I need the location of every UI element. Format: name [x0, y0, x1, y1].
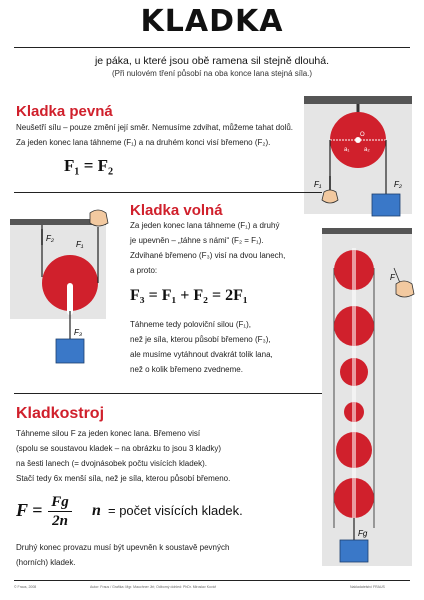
kladkostroj-formula-numerator: Fg: [48, 494, 72, 512]
page-title: KLADKA: [140, 4, 284, 39]
section-divider-1: [14, 192, 322, 193]
section-divider-2: [14, 393, 322, 394]
kladkostroj-formula-denominator: 2n: [52, 513, 68, 529]
kladkostroj-formula-lhs: F =: [16, 500, 43, 520]
volna-text-2: je upevněn – „táhne s námi“ (F₂ = F₁).: [130, 236, 264, 245]
force-label-fg: Fg: [358, 529, 368, 538]
pevna-text-1: Neušetří sílu – pouze změní její směr. Nemusíme zdvihat, můžeme tahat dolů.: [16, 123, 294, 132]
fixed-pulley-diagram: [304, 96, 412, 226]
volna-formula: F₃ = F₁ + F₂ = 2F₁: [130, 287, 248, 304]
pevna-text-2: Za jeden konec lana táhneme (F₁) a na druhém konci visí břemeno (F₂).: [16, 138, 271, 147]
force-label-f1: F₁: [314, 180, 322, 189]
ceiling-beam: [322, 228, 412, 234]
footer-publisher: Nakladatelství FRAUS: [350, 585, 385, 589]
pulling-hand-icon: [90, 210, 108, 226]
pevna-formula: F₁ = F₂: [64, 156, 114, 175]
kladkostroj-formula-n: n: [92, 502, 101, 519]
kladkostroj-text-3: na šesti lanech (= dvojnásobek počtu visících kladek).: [16, 459, 207, 468]
ceiling-beam: [304, 96, 412, 104]
load-box: [340, 540, 368, 562]
intro-definition: je páka, u které jsou obě ramena sil stejně dlouhá.: [94, 55, 330, 67]
force-label-f: F: [390, 273, 395, 282]
pevna-heading: Kladka pevná: [16, 103, 113, 120]
pulley-block-diagram: [322, 228, 418, 566]
arm-label-a1: a₁: [344, 147, 350, 153]
force-label-f2: F₂: [46, 234, 54, 243]
kladkostroj-text-6: (horních) kladek.: [16, 558, 76, 567]
kladkostroj-text-5: Druhý konec provazu musí být upevněn k soustavě pevných: [16, 543, 230, 552]
pulley-slot: [67, 283, 73, 315]
pulling-hand-icon: [396, 281, 414, 297]
force-label-f1: F₁: [76, 240, 84, 249]
title-divider: [14, 47, 410, 48]
kladkostroj-text-4: Stačí tedy 6x menší síla, než je síla, kterou působí břemeno.: [16, 474, 231, 483]
kladkostroj-heading: Kladkostroj: [16, 405, 105, 422]
volna-text-5: Táhneme tedy poloviční silou (F₁),: [130, 320, 251, 329]
pulling-hand-icon: [322, 190, 338, 203]
load-box: [56, 339, 84, 363]
volna-text-3: Zdvihané břemeno (F₃) visí na dvou lanech,: [130, 251, 286, 260]
footer-credits: Autor: Fraus / Grafika: Mgr. Mauchner Jiri; Odborný dohled: PhDr. Miroslav Kovář: [90, 585, 216, 589]
load-box: [372, 194, 400, 216]
pulley-frame: [352, 248, 356, 518]
force-label-f3: F₃: [74, 328, 83, 337]
volna-text-1: Za jeden konec lana táhneme (F₁) a druhý: [130, 221, 280, 230]
volna-heading: Kladka volná: [130, 202, 223, 219]
kladkostroj-formula-n-definition: = počet visících kladek.: [108, 503, 243, 518]
volna-text-8: než o kolik břemeno zvedneme.: [130, 365, 243, 374]
arm-label-a2: a₂: [364, 147, 370, 153]
volna-text-4: a proto:: [130, 266, 158, 275]
volna-text-7: ale musíme vytáhnout dvakrát tolik lana,: [130, 350, 273, 359]
intro-note: (Při nulovém tření působí na oba konce lana stejná síla.): [111, 69, 313, 78]
kladkostroj-text-2: (spolu se soustavou kladek – na obrázku to jsou 3 kladky): [16, 444, 222, 453]
footer-divider: [14, 580, 410, 581]
volna-text-6: než je síla, kterou působí břemeno (F₃),: [130, 335, 271, 344]
axle-label-o: O: [360, 132, 365, 138]
footer-copyright: © Fraus, 2008: [14, 585, 37, 589]
kladkostroj-text-1: Táhneme silou F za jeden konec lana. Břemeno visí: [16, 429, 201, 438]
movable-pulley-diagram: [10, 207, 124, 367]
force-label-f2: F₂: [394, 180, 402, 189]
